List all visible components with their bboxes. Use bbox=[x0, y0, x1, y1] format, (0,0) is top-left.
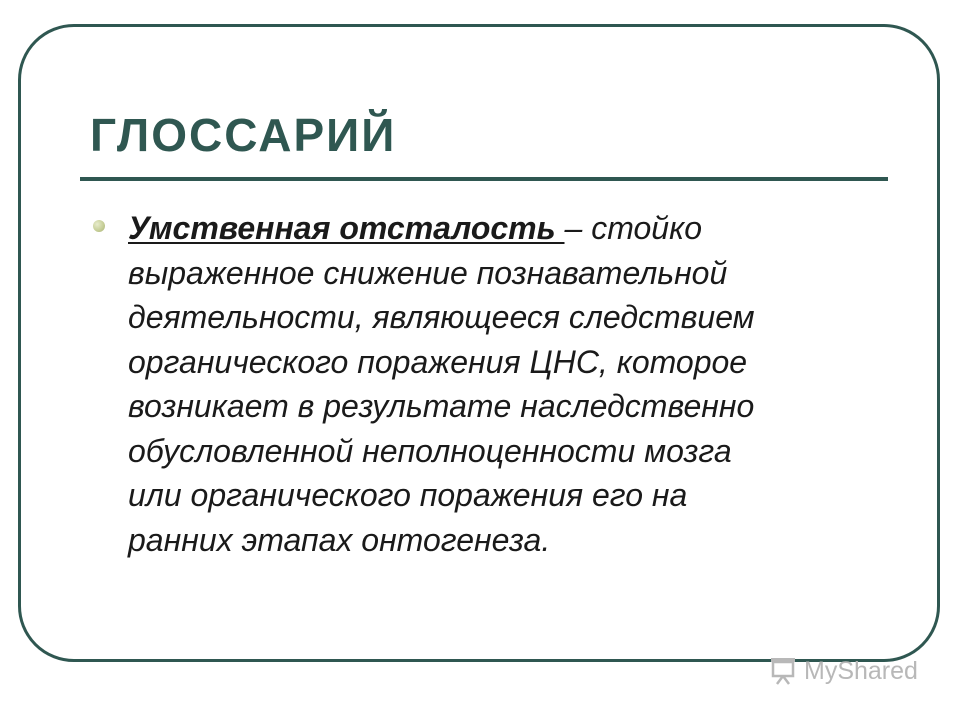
definition-line-2: выраженное снижение познавательной bbox=[128, 254, 728, 291]
definition-line-6: обусловленной неполноценности мозга bbox=[128, 432, 732, 469]
definition-line-8: ранних этапах онтогенеза. bbox=[128, 521, 551, 558]
bullet-dot-icon bbox=[93, 220, 105, 232]
projector-screen-icon bbox=[768, 656, 798, 686]
definition-line-3: деятельности, являющееся следствием bbox=[128, 299, 755, 335]
definition-line-1 bbox=[128, 206, 858, 251]
definition-line-7: или органического поражения его на bbox=[128, 477, 688, 513]
glossary-term: Умственная отсталость bbox=[128, 210, 565, 246]
watermark bbox=[768, 656, 918, 686]
watermark-text: MyShared bbox=[804, 656, 918, 685]
definition-line-5: возникает в результате наследственно bbox=[128, 388, 755, 424]
slide-title: ГЛОССАРИЙ bbox=[90, 109, 397, 161]
definition-line-4: органического поражения ЦНС, которое bbox=[128, 343, 748, 380]
definition-text: – стойко bbox=[564, 210, 702, 246]
title-underline-rule bbox=[80, 177, 888, 181]
definition-paragraph bbox=[128, 206, 858, 562]
